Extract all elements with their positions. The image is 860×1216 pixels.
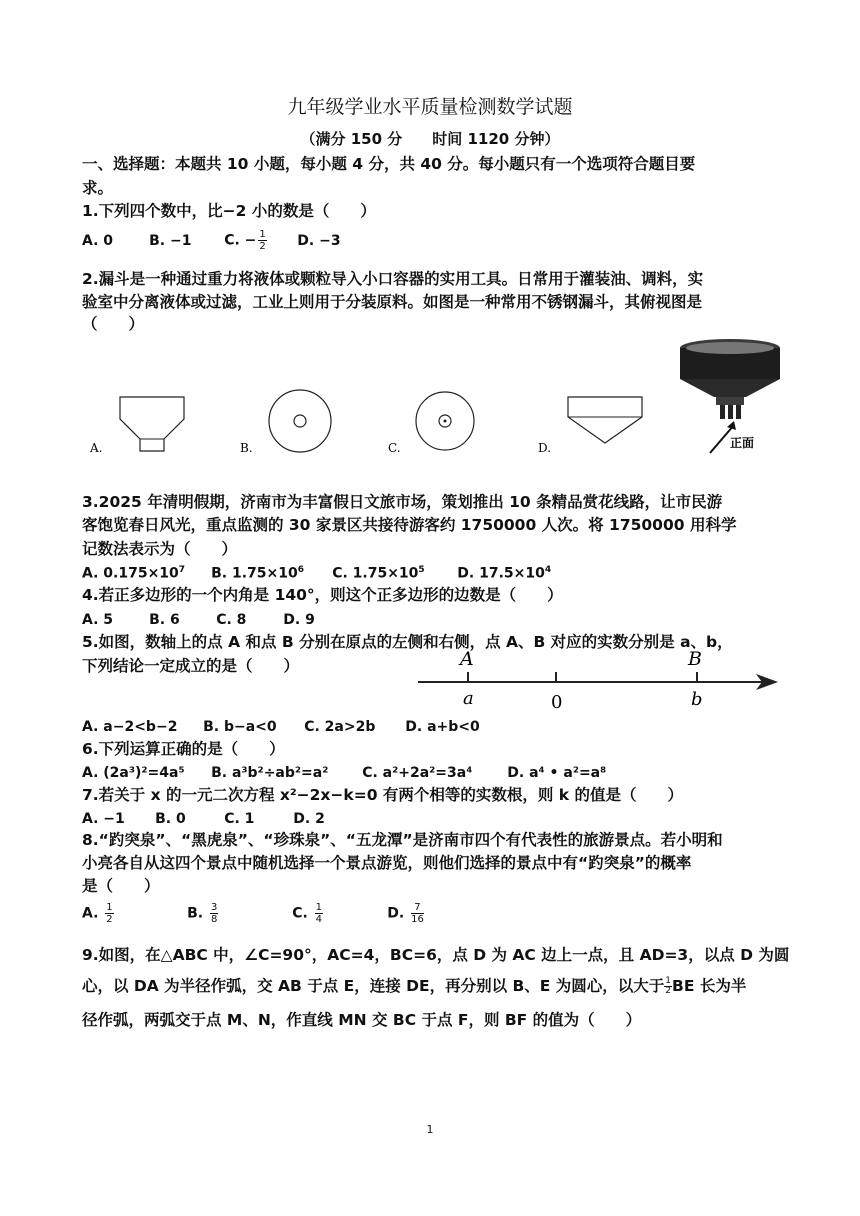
q2-label-a: A.	[90, 441, 103, 455]
q2-option-d-drawing[interactable]	[568, 397, 642, 443]
q2-label-b: B.	[240, 441, 253, 455]
q5-line2: 下列结论一定成立的是（ ）	[82, 657, 300, 675]
q8-line3: 是（ ）	[82, 877, 160, 895]
front-label: 正面	[730, 436, 755, 450]
q7-option-b[interactable]: B. 0	[155, 811, 186, 827]
q5-line1: 5.如图，数轴上的点 A 和点 B 分别在原点的左侧和右侧，点 A、B 对应的实数分别是 a、b，	[82, 633, 733, 651]
section-header-line2: 求。	[82, 179, 114, 197]
q1-stem: 1.下列四个数中，比−2 小的数是（ ）	[82, 202, 376, 220]
q1-option-d[interactable]: D. −3	[297, 232, 341, 249]
section-header-line1: 一、选择题：本题共 10 小题，每小题 4 分，共 40 分。每小题只有一个选项符合题目要	[82, 155, 696, 173]
q9-line2: 心，以 DA 为半径作弧，交 AB 于点 E，连接 DE，再分别以 B、E 为圆心，以大于 $\frac{1}{2}$ BE 长为半	[82, 976, 747, 996]
q3-line2: 客饱览春日风光，重点监测的 30 家景区共接待游客约 1750000 人次。将 1750000 用科学	[82, 516, 737, 534]
q5-option-d[interactable]: D. a+b<0	[405, 719, 480, 735]
q4-stem: 4.若正多边形的一个内角是 140°，则这个正多边形的边数是（ ）	[82, 586, 563, 604]
q4-options	[82, 609, 315, 628]
q2-option-b-drawing[interactable]	[269, 390, 331, 452]
q8-option-c[interactable]: C. $\frac{1}{4}$	[292, 902, 323, 925]
q4-option-a[interactable]: A. 5	[82, 612, 114, 628]
q5-option-c[interactable]: C. 2a>2b	[304, 719, 376, 735]
q2-option-a-drawing[interactable]	[120, 397, 184, 451]
origin-label: 0	[551, 692, 563, 713]
q1-option-b[interactable]: B. −1	[149, 232, 192, 249]
q2-label-d: D.	[538, 441, 552, 455]
q6-option-a[interactable]: A. (2a³)²=4a⁵	[82, 765, 185, 781]
q8-options	[82, 902, 426, 925]
q8-line1: 8.“趵突泉”、“黑虎泉”、“珍珠泉”、“五龙潭”是济南市四个有代表性的旅游景点。若小明和	[82, 831, 723, 849]
q5-option-b[interactable]: B. b−a<0	[203, 719, 277, 735]
q3-line1: 3.2025 年清明假期，济南市为丰富假日文旅市场，策划推出 10 条精品赏花线路，让市民游	[82, 493, 723, 511]
q2-figure	[82, 335, 782, 460]
q1-option-c[interactable]: C. − $\frac{1}{2}$	[224, 229, 266, 252]
q4-option-c[interactable]: C. 8	[216, 612, 247, 628]
page-number: 1	[426, 1123, 434, 1136]
q6-option-d[interactable]: D. a⁴ • a²=a⁸	[507, 765, 607, 781]
q2-option-c-drawing[interactable]	[416, 392, 474, 450]
exam-info: （满分 150 分 时间 1120 分钟）	[300, 130, 560, 148]
q6-stem: 6.下列运算正确的是（ ）	[82, 740, 285, 758]
q8-option-d[interactable]: D. $\frac{7}{16}$	[387, 902, 424, 925]
q8-line2: 小亮各自从这四个景点中随机选择一个景点游览，则他们选择的景点中有“趵突泉”的概率	[82, 854, 692, 872]
q6-option-b[interactable]: B. a³b²÷ab²=a²	[211, 765, 329, 781]
q3-option-a[interactable]: A. $0.175\times 10^7$	[82, 565, 186, 582]
q7-option-c[interactable]: C. 1	[224, 811, 255, 827]
q2-line2: 验室中分离液体或过滤，工业上则用于分装原料。如图是一种常用不锈钢漏斗，其俯视图是	[82, 293, 703, 311]
q4-option-b[interactable]: B. 6	[149, 612, 180, 628]
number-line	[410, 642, 780, 714]
q7-stem: 7.若关于 x 的一元二次方程 x²−2x−k=0 有两个相等的实数根，则 k 的值是（ ）	[82, 786, 683, 804]
q7-options	[82, 808, 325, 827]
q7-option-d[interactable]: D. 2	[293, 811, 325, 827]
value-b-label: b	[691, 689, 703, 710]
value-a-label: a	[463, 688, 474, 709]
q2-label-c: C.	[388, 441, 401, 455]
q5-options	[82, 716, 480, 735]
q2-line1: 2.漏斗是一种通过重力将液体或颗粒导入小口容器的实用工具。日常用于灌装油、调料，实	[82, 270, 704, 288]
page-title: 九年级学业水平质量检测数学试题	[287, 96, 573, 118]
q9-line3: 径作弧，两弧交于点 M、N，作直线 MN 交 BC 于点 F，则 BF 的值为（ ）	[82, 1011, 642, 1029]
q6-option-c[interactable]: C. a²+2a²=3a⁴	[362, 765, 473, 781]
q7-option-a[interactable]: A. −1	[82, 811, 125, 827]
q3-options	[82, 563, 551, 582]
q5-option-a[interactable]: A. a−2<b−2	[82, 719, 178, 735]
q8-option-a[interactable]: A. $\frac{1}{2}$	[82, 902, 113, 925]
point-A-label: A	[460, 648, 474, 670]
point-B-label: B	[688, 648, 702, 670]
q6-options	[82, 762, 606, 781]
q3-option-c[interactable]: C. $1.75\times 10^5$	[332, 565, 425, 582]
q9-line1: 9.如图，在△ABC 中，∠C=90°，AC=4，BC=6，点 D 为 AC 边上一点，且 AD=3，以点 D 为圆	[82, 946, 790, 964]
q3-option-b[interactable]: B. $1.75\times 10^6$	[211, 565, 304, 582]
q8-option-b[interactable]: B. $\frac{3}{8}$	[187, 902, 218, 925]
q1-option-a[interactable]: A. 0	[82, 232, 114, 249]
q1-options	[82, 229, 341, 252]
q4-option-d[interactable]: D. 9	[283, 612, 315, 628]
q3-line3: 记数法表示为（ ）	[82, 540, 238, 558]
q2-line3: （ ）	[82, 315, 145, 333]
q3-option-d[interactable]: D. $17.5\times 10^4$	[457, 565, 552, 582]
